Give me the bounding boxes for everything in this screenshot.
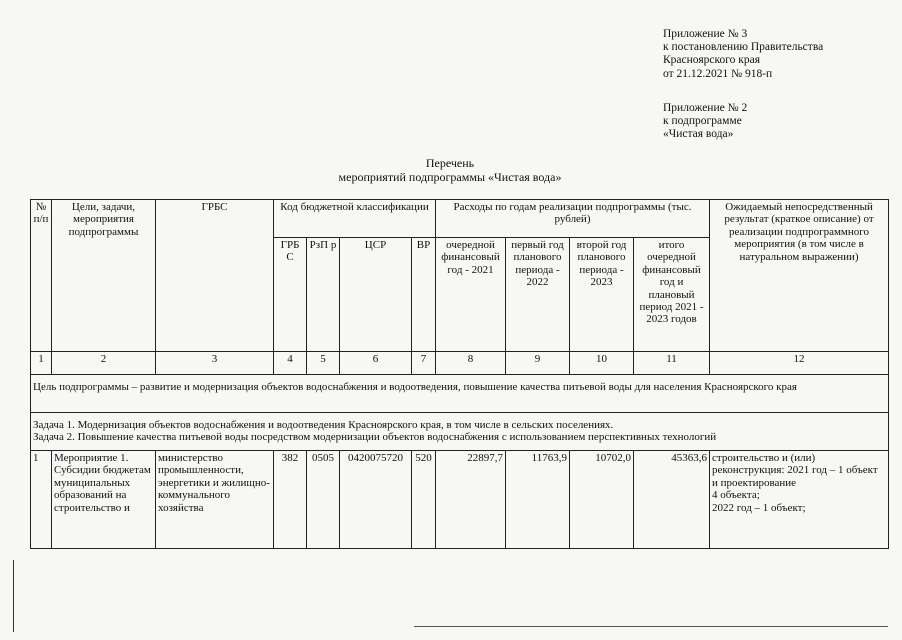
- header-grbs: ГРБС: [156, 200, 274, 352]
- result-line: строительство и (или) реконструкция: 2021 год – 1 объект: [712, 452, 878, 477]
- column-number: 11: [634, 352, 710, 375]
- column-number: 1: [31, 352, 52, 375]
- title-line: мероприятий подпрограммы «Чистая вода»: [338, 170, 562, 184]
- appendix-3-line: Красноярского края: [663, 54, 760, 67]
- row-year-2021: 22897,7: [436, 451, 506, 549]
- appendix-3-line: к постановлению Правительства: [663, 41, 824, 54]
- result-line: и проектирование: [712, 476, 797, 489]
- header-goals: Цели, задачи, мероприятия подпрограммы: [52, 200, 156, 352]
- row-total: 45363,6: [634, 451, 710, 549]
- appendix-3-line: Приложение № 3: [663, 28, 748, 40]
- column-number: 2: [52, 352, 156, 375]
- header-row-1: [31, 200, 889, 238]
- column-number: 3: [156, 352, 274, 375]
- header-num: № п/п: [31, 200, 52, 352]
- document-title: [300, 156, 600, 184]
- column-number: 12: [710, 352, 889, 375]
- appendix-2-line: Приложение № 2: [663, 102, 748, 114]
- appendix-2-line: «Чистая вода»: [663, 128, 734, 141]
- column-number: 7: [412, 352, 436, 375]
- header-budget-code: Код бюджетной классификации: [274, 200, 436, 238]
- goal-row: [31, 375, 889, 413]
- activities-table: [30, 199, 889, 549]
- row-year-2022: 11763,9: [506, 451, 570, 549]
- row-year-2023: 10702,0: [570, 451, 634, 549]
- title-line: Перечень: [425, 156, 475, 170]
- row-grbs: министерство промышленности, энергетики и жилищно-коммунального хозяйства: [156, 451, 274, 549]
- column-number: 4: [274, 352, 307, 375]
- column-number: 5: [307, 352, 340, 375]
- appendix-3-line: от 21.12.2021 № 918-п: [663, 67, 773, 80]
- task-1-text: Задача 1. Модернизация объектов водоснабжения и водоотведения Красноярского края, в том числе в сельских поселениях.: [33, 419, 614, 431]
- header-total: итого очередной финансовый год и плановый период 2021 - 2023 годов: [634, 238, 710, 352]
- appendix-3-header: [663, 28, 823, 81]
- result-line: 4 объекта;: [712, 489, 760, 502]
- row-activity: Мероприятие 1. Субсидии бюджетам муниципальных образований на строительство и: [52, 451, 156, 549]
- appendix-2-line: к подпрограмме: [663, 115, 742, 128]
- scan-margin-line: [13, 560, 14, 632]
- header-grbs-code: ГРБ С: [274, 238, 307, 352]
- row-csr: 0420075720: [340, 451, 412, 549]
- row-vr: 520: [412, 451, 436, 549]
- header-result: Ожидаемый непосредственный результат (краткое описание) от реализации подпрограммного мероприятия (в том числе в натуральном выражении): [710, 200, 889, 352]
- result-line: 2022 год – 1 объект;: [712, 501, 806, 514]
- page-bottom-line: [414, 626, 888, 627]
- header-csr: ЦСР: [340, 238, 412, 352]
- tasks-row: [31, 413, 889, 451]
- column-numbers-row: [31, 352, 889, 375]
- column-number: 10: [570, 352, 634, 375]
- row-grbs-code: 382: [274, 451, 307, 549]
- tasks-cell: [31, 413, 889, 451]
- goal-text: Цель подпрограммы – развитие и модернизация объектов водоснабжения и водоотведения, повышение качества питьевой воды для населения Красноярского края: [31, 375, 889, 413]
- appendix-2-header: [663, 102, 747, 142]
- row-rzpr: 0505: [307, 451, 340, 549]
- header-vr: ВР: [412, 238, 436, 352]
- header-year-2021: очередной финансовый год - 2021: [436, 238, 506, 352]
- header-year-2022: первый год планового периода - 2022: [506, 238, 570, 352]
- header-rzpr: РзП р: [307, 238, 340, 352]
- row-result: [710, 451, 889, 549]
- table-row: [31, 451, 889, 549]
- column-number: 8: [436, 352, 506, 375]
- row-num: 1: [31, 451, 52, 549]
- column-number: 6: [340, 352, 412, 375]
- header-year-2023: второй год планового периода - 2023: [570, 238, 634, 352]
- header-expenses: Расходы по годам реализации подпрограммы (тыс. рублей): [436, 200, 710, 238]
- task-2-text: Задача 2. Повышение качества питьевой воды посредством модернизации объектов водоснабжения с использованием перспективных технологий: [33, 431, 717, 444]
- column-number: 9: [506, 352, 570, 375]
